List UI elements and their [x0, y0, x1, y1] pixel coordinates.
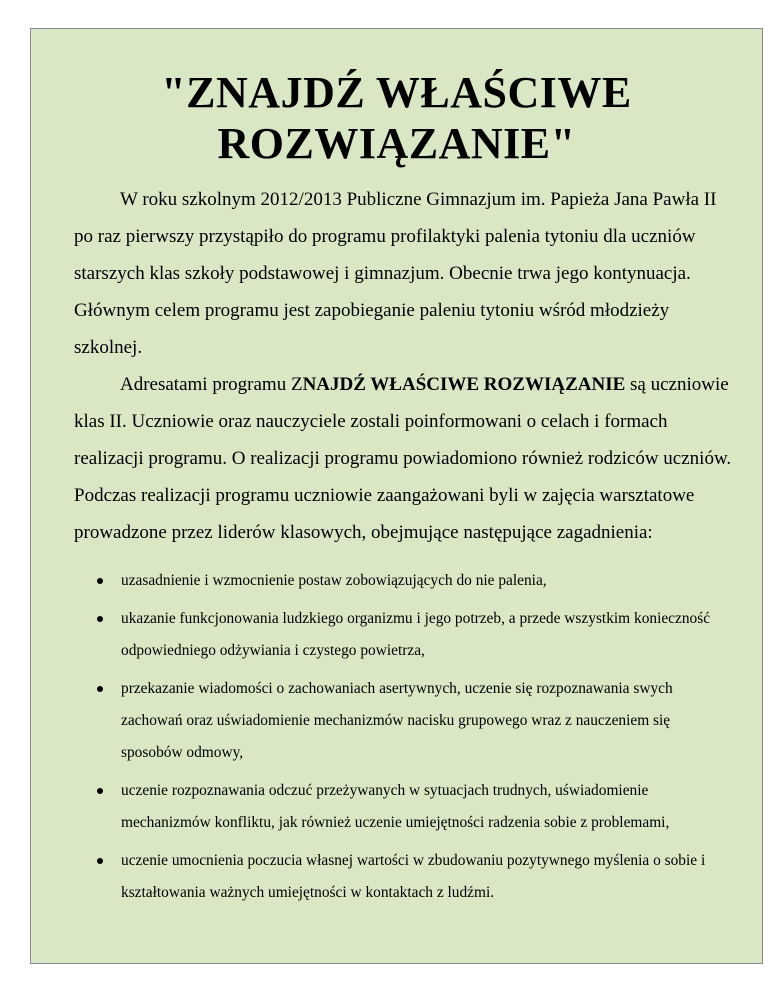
paragraph-recipients-start: Adresatami programu Z [120, 374, 303, 395]
list-item-text: uczenie umocnienia poczucia własnej wartości w zbudowaniu pozytywnego myślenia o sobie i kształtowania ważnych umiejętności w kontaktach z ludźmi. [121, 852, 706, 901]
list-item-text: przekazanie wiadomości o zachowaniach asertywnych, uczenie się rozpoznawania swych zachowań oraz uświadomienie mechanizmów nacisku grupowego wraz z nauczeniem się sposobów odmowy, [121, 680, 673, 761]
bullet-icon [97, 686, 103, 692]
list-item-text: uzasadnienie i wzmocnienie postaw zobowiązujących do nie palenia, [121, 572, 547, 589]
title-line-2: ROZWIĄZANIE" [217, 119, 576, 168]
paragraph-intro: W roku szkolnym 2012/2013 Publiczne Gimnazjum im. Papieża Jana Pawła II po raz pierwszy przystąpiło do programu profilaktyki palenia tytoniu dla uczniów starszych klas szkoły podstawowej i gimnazjum. Obecnie trwa jego kontynuacja. Głównym celem programu jest zapobieganie paleniu tytoniu wśród młodzieży szkolnej. [74, 189, 717, 358]
topics-list [74, 565, 734, 909]
page-title [31, 67, 762, 169]
list-item-text: uczenie rozpoznawania odczuć przeżywanych w sytuacjach trudnych, uświadomienie mechanizmów konfliktu, jak również uczenie umiejętności radzenia sobie z problemami, [121, 782, 670, 831]
list-item [74, 603, 734, 667]
list-item [74, 845, 734, 909]
bullet-icon [97, 858, 103, 864]
list-item-text: ukazanie funkcjonowania ludzkiego organizmu i jego potrzeb, a przede wszystkim konieczność odpowiedniego odżywiania i czystego powietrza, [121, 610, 711, 659]
list-item [74, 775, 734, 839]
list-item [74, 565, 734, 597]
bullet-icon [97, 616, 103, 622]
program-name-bold: NAJDŹ WŁAŚCIWE ROZWIĄZANIE [302, 374, 626, 395]
document-page [30, 28, 763, 964]
bullet-icon [97, 578, 103, 584]
list-item [74, 673, 734, 769]
paragraph-recipients-end: są uczniowie klas II. Uczniowie oraz nauczyciele zostali poinformowani o celach i formach realizacji programu. O realizacji programu powiadomiono również rodziców uczniów. Podczas realizacji programu uczniowie zaangażowani byli w zajęcia warsztatowe prowadzone przez liderów klasowych, obejmujące następujące zagadnienia: [74, 374, 732, 543]
title-line-1: "ZNAJDŹ WŁAŚCIWE [161, 68, 632, 117]
bullet-icon [97, 788, 103, 794]
document-body [74, 181, 734, 915]
paragraph-recipients [74, 366, 734, 551]
